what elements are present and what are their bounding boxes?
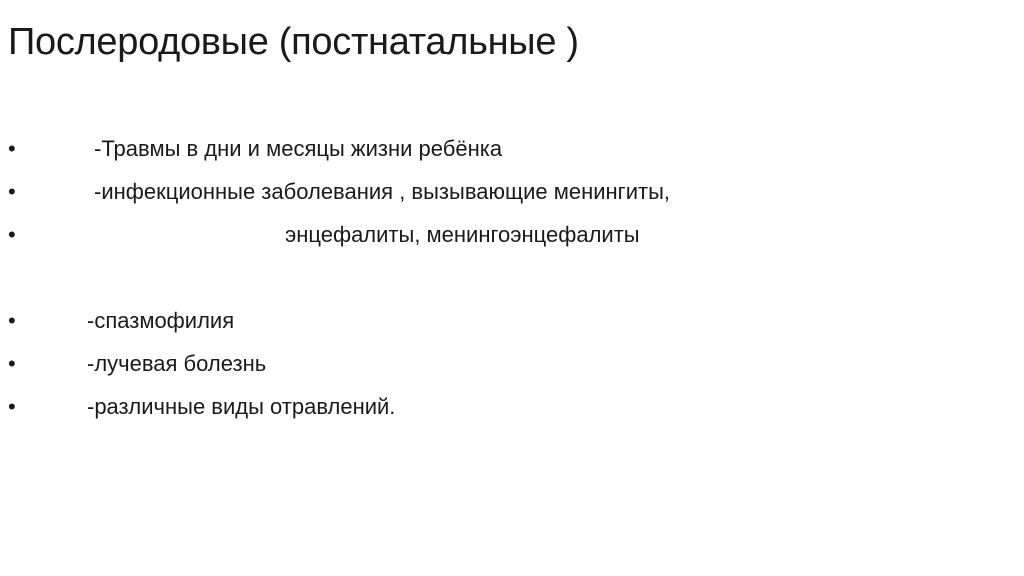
bullet-text: -спазмофилия xyxy=(87,308,235,333)
list-item xyxy=(0,220,1024,250)
slide-title: Послеродовые (постнатальные ) xyxy=(8,21,579,63)
list-item xyxy=(0,392,1024,422)
bullet-icon: • xyxy=(8,136,16,161)
list-item xyxy=(0,306,1024,336)
bullet-text: -инфекционные заболевания , вызывающие менингиты, xyxy=(94,179,670,204)
bullet-icon: • xyxy=(8,222,16,247)
bullet-icon: • xyxy=(8,308,16,333)
bullet-icon: • xyxy=(8,179,16,204)
list-item xyxy=(0,177,1024,207)
bullet-icon: • xyxy=(8,351,16,376)
bullet-text: -Травмы в дни и месяцы жизни ребёнка xyxy=(94,136,503,161)
list-item xyxy=(0,349,1024,379)
bullet-text: -различные виды отравлений. xyxy=(87,394,396,419)
bullet-text: -лучевая болезнь xyxy=(87,351,267,376)
list-item xyxy=(0,134,1024,164)
bullet-text: энцефалиты, менингоэнцефалиты xyxy=(285,222,640,247)
bullet-icon: • xyxy=(8,394,16,419)
